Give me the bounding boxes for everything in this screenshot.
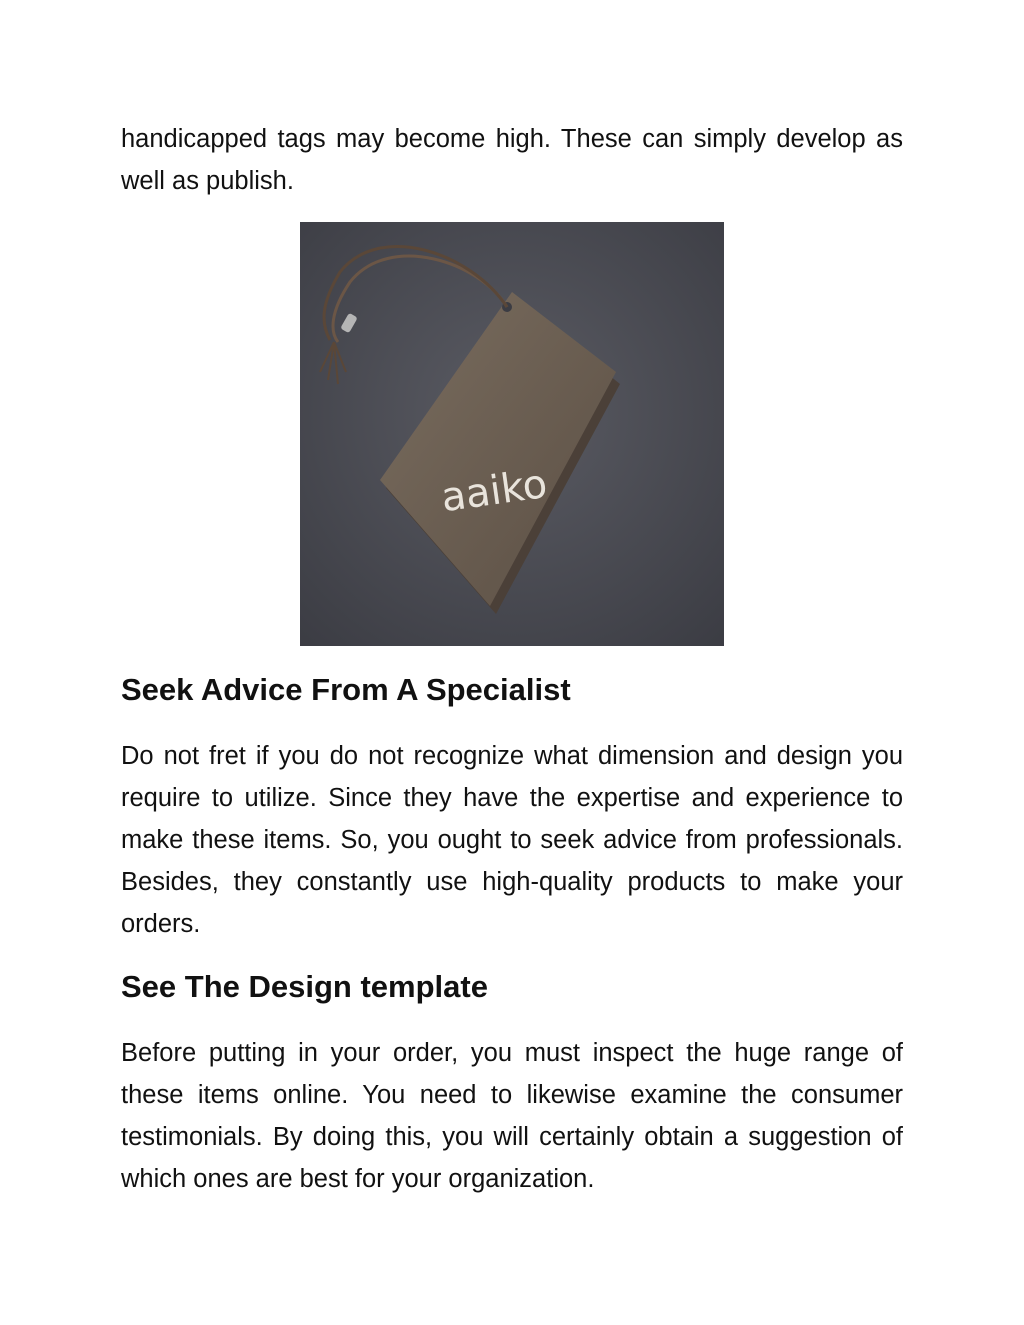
section2-heading: See The Design template <box>121 969 488 1004</box>
section2-body-block <box>121 1032 903 1200</box>
intro-paragraph: handicapped tags may become high. These can simply develop as well as publish. <box>121 125 903 195</box>
section1-body-block <box>121 735 903 945</box>
hang-tag-illustration <box>300 222 724 646</box>
hang-tag-photo <box>300 222 724 646</box>
intro-paragraph-block <box>121 118 903 202</box>
section2-body: Before putting in your order, you must inspect the huge range of these items online. You need to likewise examine the consumer testimonials. By doing this, you will certainly obtain a suggestion of which ones are best for your organization. <box>121 1039 903 1193</box>
section1-body: Do not fret if you do not recognize what dimension and design you require to utilize. Since they have the expertise and experience to make these items. So, you ought to seek advice from professionals. Besides, they constantly use high-quality products to make your orders. <box>121 742 903 938</box>
tag-logo: aaiko <box>438 460 551 522</box>
section1-heading: Seek Advice From A Specialist <box>121 672 571 707</box>
